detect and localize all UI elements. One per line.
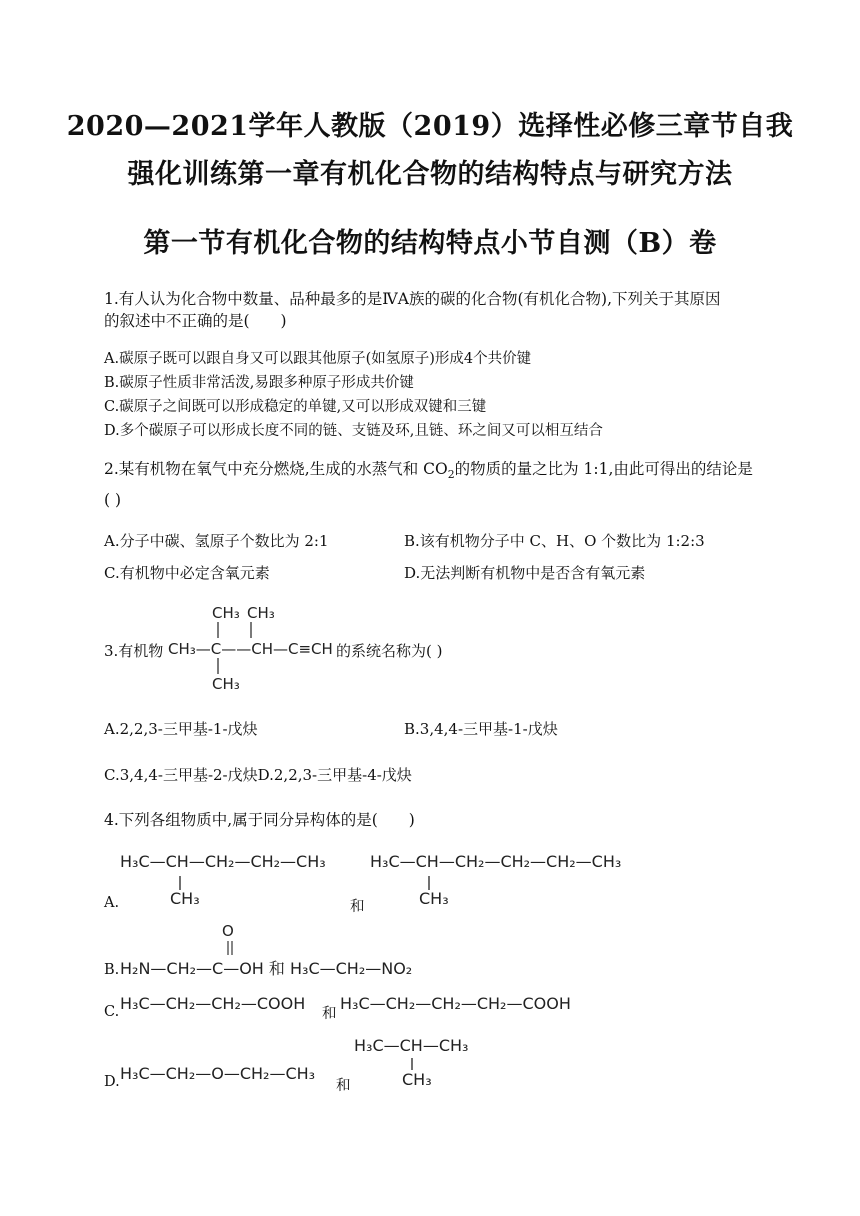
- q4-stem: 4.下列各组物质中,属于同分异构体的是( ): [104, 811, 415, 829]
- q2-option-d: D.无法判断有机物中是否含有氧元素: [404, 564, 646, 582]
- q1-option-d: D.多个碳原子可以形成长度不同的链、支链及环,且链、环之间又可以相互结合: [104, 423, 603, 439]
- q3-top-ch3-2: CH₃: [247, 604, 275, 622]
- q4a-he: 和: [350, 899, 365, 915]
- q4c-right: H₃C—CH₂—CH₂—CH₂—COOH: [340, 994, 571, 1013]
- q2-option-a: A.分子中碳、氢原子个数比为 2:1: [104, 532, 329, 550]
- q4d-left: H₃C—CH₂—O—CH₂—CH₃: [120, 1064, 316, 1083]
- q2-option-b: B.该有机物分子中 C、H、O 个数比为 1:2:3: [404, 532, 705, 550]
- q4d-label: D.: [104, 1074, 120, 1090]
- title-line-1: 2020—2021学年人教版（2019）选择性必修三章节自我: [66, 111, 794, 142]
- q3-top-ch3-1: CH₃: [212, 604, 240, 622]
- q4a-label: A.: [104, 895, 120, 911]
- q2-stem-line-2: ( ): [104, 491, 122, 509]
- q1-option-c: C.碳原子之间既可以形成稳定的单键,又可以形成双键和三键: [104, 399, 487, 415]
- q4a-right-main: H₃C—CH—CH₂—CH₂—CH₂—CH₃: [370, 852, 622, 871]
- q1-option-a: A.碳原子既可以跟自身又可以跟其他原子(如氢原子)形成4个共价键: [104, 351, 532, 367]
- q2-stem-b: 的物质的量之比为 1:1,由此可得出的结论是: [454, 460, 753, 478]
- q4a-right-branch: CH₃: [419, 889, 449, 908]
- title-line-2: 强化训练第一章有机化合物的结构特点与研究方法: [127, 159, 733, 190]
- q3-suffix: 的系统名称为( ): [336, 642, 443, 660]
- q4d-he: 和: [336, 1078, 351, 1094]
- q1-stem-line-2: 的叙述中不正确的是( ): [104, 312, 287, 330]
- q3-option-a: A.2,2,3-三甲基-1-戊炔: [104, 720, 258, 738]
- q4c-left: H₃C—CH₂—CH₂—COOH: [120, 994, 306, 1013]
- q2-stem-sub: 2: [447, 468, 455, 482]
- q4d-right-branch: CH₃: [402, 1070, 432, 1089]
- q3-prefix: 3.有机物: [104, 642, 164, 660]
- q4b-o-top: O: [222, 922, 234, 940]
- q4b-label: B.: [104, 962, 120, 978]
- q4a-left-branch: CH₃: [170, 889, 200, 908]
- q3-bottom-ch3: CH₃: [212, 675, 240, 693]
- q3-option-b: B.3,4,4-三甲基-1-戊炔: [404, 720, 558, 738]
- q4a-left-main: H₃C—CH—CH₂—CH₂—CH₃: [120, 852, 326, 871]
- q4b-main: H₂N—CH₂—C—OH 和 H₃C—CH₂—NO₂: [120, 959, 413, 978]
- q4c-label: C.: [104, 1004, 120, 1020]
- title-line-3: 第一节有机化合物的结构特点小节自测（B）卷: [143, 228, 717, 259]
- q2-option-c: C.有机物中必定含氧元素: [104, 564, 270, 582]
- q1-option-b: B.碳原子性质非常活泼,易跟多种原子形成共价键: [104, 375, 414, 391]
- q4d-right-main: H₃C—CH—CH₃: [354, 1036, 469, 1055]
- q3-main-chain: CH₃—C——CH—C≡CH: [168, 640, 333, 658]
- q1-stem-line-1: 1.有人认为化合物中数量、品种最多的是ⅣA族的碳的化合物(有机化合物),下列关于其原因: [104, 290, 721, 308]
- q3-option-cd: C.3,4,4-三甲基-2-戊炔D.2,2,3-三甲基-4-戊炔: [104, 766, 412, 784]
- q4c-he: 和: [322, 1006, 337, 1022]
- q2-stem-a: 2.某有机物在氧气中充分燃烧,生成的水蒸气和 CO: [104, 460, 448, 478]
